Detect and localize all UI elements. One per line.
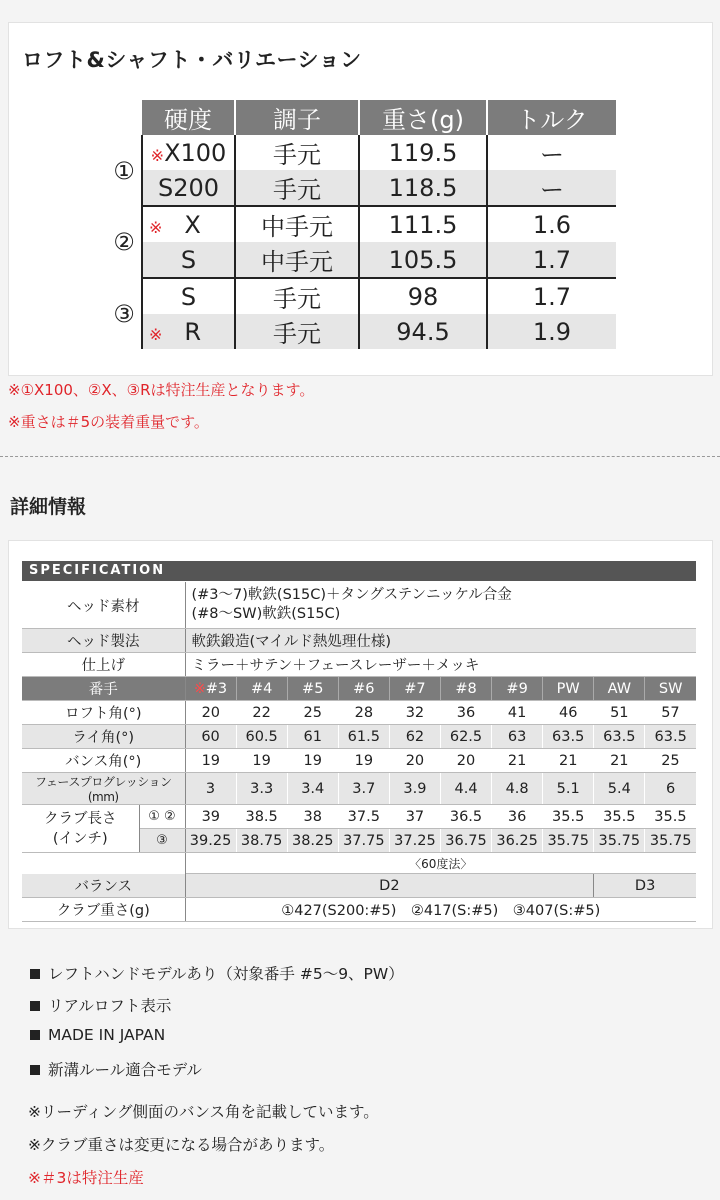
spec-label: バランス (22, 874, 185, 898)
weight-cell: 94.5 (359, 314, 487, 349)
value-cell: 19 (338, 749, 389, 773)
list-item: 新溝ルール適合モデル (30, 1058, 404, 1090)
hardness-cell: S (142, 242, 235, 278)
feature-list (30, 962, 404, 1090)
spec-row-lie (22, 725, 696, 749)
balance-d3: D3 (594, 874, 696, 898)
value-cell: 3.3 (236, 773, 287, 805)
value-cell: 19 (185, 749, 236, 773)
number-cell: #8 (440, 677, 491, 701)
value-cell: 19 (236, 749, 287, 773)
value-cell: 35.5 (543, 805, 594, 829)
table-row (107, 278, 616, 314)
number-cell: #9 (492, 677, 543, 701)
value-cell: 35.5 (645, 805, 696, 829)
weight-note: ※重さは＃5の装着重量です。 (8, 413, 209, 431)
section-divider (0, 456, 720, 457)
square-bullet-icon (30, 1065, 40, 1075)
number-cell: PW (543, 677, 594, 701)
spec-row-club-weight (22, 898, 696, 922)
value-cell: 28 (338, 701, 389, 725)
hardness-cell: ※ R (142, 314, 235, 349)
group-label: ③ (107, 278, 142, 349)
spec-row-finish (22, 653, 696, 677)
square-bullet-icon (30, 1030, 40, 1040)
value-cell: 5.4 (594, 773, 645, 805)
value-cell: 60 (185, 725, 236, 749)
square-bullet-icon (30, 969, 40, 979)
table-row (107, 135, 616, 170)
spec-row-loft (22, 701, 696, 725)
length-sub-label: ① ② (139, 805, 185, 829)
special-order-mark: ※ (149, 217, 163, 237)
spec-value: (#3〜7)軟鉄(S15C)＋タングステンニッケル合金 (#8〜SW)軟鉄(S15C) (185, 582, 696, 629)
spec-row-progression (22, 773, 696, 805)
spec-label: ヘッド素材 (22, 582, 185, 629)
value-cell: 36 (440, 701, 491, 725)
torque-cell: ー (487, 135, 616, 170)
table-header-row (107, 100, 616, 135)
value-cell: 63.5 (645, 725, 696, 749)
special-order-note: ※①X100、②X、③Rは特注生産となります。 (8, 381, 315, 399)
number-cell: #6 (338, 677, 389, 701)
value-cell: 22 (236, 701, 287, 725)
hardness-cell: ※ X (149, 210, 201, 239)
value-cell: 51 (594, 701, 645, 725)
value-cell: 38.5 (236, 805, 287, 829)
value-cell: 37.25 (389, 829, 440, 853)
value-cell: 3 (185, 773, 236, 805)
value-cell: 35.75 (645, 829, 696, 853)
footnote-special-order: ※＃3は特注生産 (28, 1169, 144, 1187)
special-order-mark: ※ (149, 324, 163, 344)
flex-cell: 中手元 (235, 206, 359, 242)
value-cell: 60.5 (236, 725, 287, 749)
value-cell: 62.5 (440, 725, 491, 749)
hardness-cell: S (180, 282, 197, 311)
spec-label: ロフト角(°) (22, 701, 185, 725)
spec-row-numbers (22, 677, 696, 701)
spec-label: フェースプログレッション(mm) (22, 773, 185, 805)
spec-row-length-method (22, 853, 696, 874)
spec-table (22, 582, 696, 922)
number-cell: ※#3 (185, 677, 236, 701)
spec-header-bar: SPECIFICATION (22, 561, 696, 581)
value-cell: 20 (389, 749, 440, 773)
weight-cell: 118.5 (359, 170, 487, 206)
spec-label: バンス角(°) (22, 749, 185, 773)
spec-row-length-a (22, 805, 696, 829)
spec-value: ①427(S200:#5) ②417(S:#5) ③407(S:#5) (185, 898, 696, 922)
balance-d2: D2 (185, 874, 594, 898)
col-hardness: 硬度 (142, 100, 235, 135)
value-cell: 3.7 (338, 773, 389, 805)
value-cell: 63.5 (543, 725, 594, 749)
length-method-label: 〈60度法〉 (185, 853, 696, 874)
value-cell: 21 (543, 749, 594, 773)
value-cell: 20 (440, 749, 491, 773)
value-cell: 46 (543, 701, 594, 725)
square-bullet-icon (30, 1001, 40, 1011)
value-cell: 35.5 (594, 805, 645, 829)
number-cell: SW (645, 677, 696, 701)
value-cell: 61 (287, 725, 338, 749)
number-cell: #7 (389, 677, 440, 701)
hardness-cell: S200 (142, 170, 235, 206)
col-torque: トルク (487, 100, 616, 135)
spec-row-head-material (22, 582, 696, 629)
value-cell: 39 (185, 805, 236, 829)
group-label: ① (107, 135, 142, 206)
spec-row-bounce (22, 749, 696, 773)
value-cell: 4.4 (440, 773, 491, 805)
value-cell: 6 (645, 773, 696, 805)
flex-cell: 手元 (235, 170, 359, 206)
value-cell: 61.5 (338, 725, 389, 749)
value-cell: 62 (389, 725, 440, 749)
value-cell: 25 (287, 701, 338, 725)
spec-row-head-method (22, 629, 696, 653)
value-cell: 63.5 (594, 725, 645, 749)
weight-cell: 105.5 (359, 242, 487, 278)
number-cell: #4 (236, 677, 287, 701)
value-cell: 37.75 (338, 829, 389, 853)
flex-cell: 中手元 (235, 242, 359, 278)
spec-label: 仕上げ (22, 653, 185, 677)
special-order-mark: ※ (150, 145, 165, 165)
value-cell: 37 (389, 805, 440, 829)
spec-value: ミラー＋サテン＋フェースレーザー＋メッキ (185, 653, 696, 677)
section-title-details: 詳細情報 (10, 496, 87, 518)
value-cell: 35.75 (543, 829, 594, 853)
spec-label: 番手 (22, 677, 185, 701)
value-cell: 3.9 (389, 773, 440, 805)
value-cell: 19 (287, 749, 338, 773)
length-sub-label: ③ (139, 829, 185, 853)
value-cell: 25 (645, 749, 696, 773)
value-cell: 32 (389, 701, 440, 725)
torque-cell: 1.9 (487, 314, 616, 349)
col-weight: 重さ(g) (359, 100, 487, 135)
number-cell: #5 (287, 677, 338, 701)
spec-label: クラブ重さ(g) (22, 898, 185, 922)
torque-cell: 1.7 (487, 278, 616, 314)
value-cell: 63 (492, 725, 543, 749)
value-cell: 3.4 (287, 773, 338, 805)
value-cell: 57 (645, 701, 696, 725)
section-title-shaft: ロフト&シャフト・バリエーション (22, 48, 362, 72)
value-cell: 36.75 (440, 829, 491, 853)
number-cell: AW (594, 677, 645, 701)
table-row (107, 314, 616, 349)
value-cell: 21 (492, 749, 543, 773)
value-cell: 20 (185, 701, 236, 725)
shaft-variation-table (107, 100, 616, 349)
flex-cell: 手元 (235, 314, 359, 349)
torque-cell: 1.7 (487, 242, 616, 278)
hardness-cell: ※X100 (150, 138, 227, 167)
value-cell: 21 (594, 749, 645, 773)
spec-value: 軟鉄鍛造(マイルド熱処理仕様) (185, 629, 696, 653)
value-cell: 36.25 (492, 829, 543, 853)
flex-cell: 手元 (235, 278, 359, 314)
value-cell: 39.25 (185, 829, 236, 853)
spec-label: ライ角(°) (22, 725, 185, 749)
value-cell: 36.5 (440, 805, 491, 829)
value-cell: 38.75 (236, 829, 287, 853)
group-label: ② (107, 206, 142, 278)
value-cell: 35.75 (594, 829, 645, 853)
spec-label: ヘッド製法 (22, 629, 185, 653)
list-item: レフトハンドモデルあり（対象番手 #5〜9、PW） (30, 962, 404, 994)
flex-cell: 手元 (235, 135, 359, 170)
list-item: リアルロフト表示 (30, 994, 404, 1026)
value-cell: 4.8 (492, 773, 543, 805)
value-cell: 38 (287, 805, 338, 829)
table-row (107, 242, 616, 278)
col-flex: 調子 (235, 100, 359, 135)
value-cell: 38.25 (287, 829, 338, 853)
torque-cell: 1.6 (487, 206, 616, 242)
footnote-bounce: ※リーディング側面のバンス角を記載しています。 (28, 1103, 379, 1121)
torque-cell: ー (487, 170, 616, 206)
table-row (107, 170, 616, 206)
table-row (107, 206, 616, 242)
value-cell: 37.5 (338, 805, 389, 829)
weight-cell: 119.5 (359, 135, 487, 170)
list-item: MADE IN JAPAN (30, 1026, 404, 1058)
spec-label: クラブ長さ (インチ) (22, 805, 139, 853)
value-cell: 5.1 (543, 773, 594, 805)
weight-cell: 111.5 (359, 206, 487, 242)
value-cell: 36 (492, 805, 543, 829)
weight-cell: 98 (359, 278, 487, 314)
footnote-club-weight: ※クラブ重さは変更になる場合があります。 (28, 1136, 335, 1154)
value-cell: 41 (492, 701, 543, 725)
spec-row-balance (22, 874, 696, 898)
